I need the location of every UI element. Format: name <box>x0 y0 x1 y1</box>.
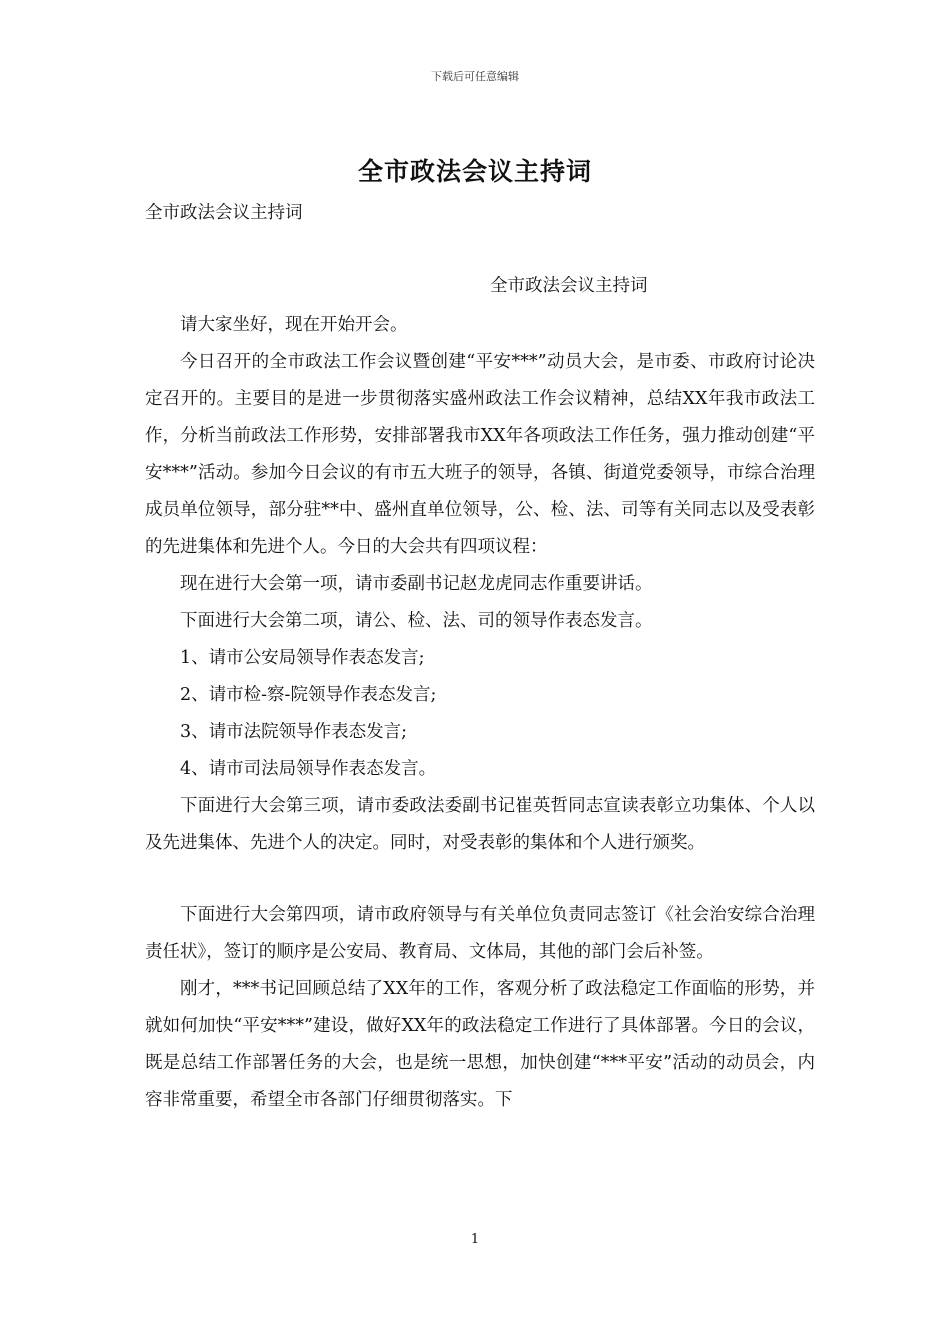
centered-subtitle: 全市政法会议主持词 <box>490 276 648 296</box>
paragraph-summary: 刚才，***书记回顾总结了XX年的工作，客观分析了政法稳定工作面临的形势，并就如何加快“平安***”建设，做好XX年的政法稳定工作进行了具体部署。今日的会议，既是总结工作部署任务的大会，也是统一思想，加快创建“***平安”活动的动员会，内容非常重要，希望全市各部门仔细贯彻落实。下 <box>145 979 815 1110</box>
list-item: 4、请市司法局领导作表态发言。 <box>180 759 437 779</box>
paragraph-agenda-2: 下面进行大会第二项，请公、检、法、司的领导作表态发言。 <box>180 611 653 631</box>
list-item: 2、请市检-察-院领导作表态发言; <box>180 685 437 705</box>
list-item: 1、请市公安局领导作表态发言; <box>180 648 425 668</box>
paragraph-intro: 今日召开的全市政法工作会议暨创建“平安***”动员大会，是市委、市政府讨论决定召开的。主要目的是进一步贯彻落实盛州政法工作会议精神，总结XX年我市政法工作，分析当前政法工作形势，安排部署我市XX年各项政法工作任务，强力推动创建“平安***”活动。参加今日会议的有市五大班子的领导，各镇、街道党委领导，市综合治理成员单位领导，部分驻**中、盛州直单位领导，公、检、法、司等有关同志以及受表彰的先进集体和先进个人。今日的大会共有四项议程： <box>145 352 815 557</box>
document-subtitle: 全市政法会议主持词 <box>145 203 303 223</box>
document-title: 全市政法会议主持词 <box>357 157 592 186</box>
page-number: 1 <box>470 1232 480 1247</box>
header-note: 下载后可任意编辑 <box>431 70 519 83</box>
paragraph-agenda-4: 下面进行大会第四项，请市政府领导与有关单位负责同志签订《社会治安综合治理责任状》，签订的顺序是公安局、教育局、文体局，其他的部门会后补签。 <box>145 905 815 962</box>
paragraph-agenda-1: 现在进行大会第一项，请市委副书记赵龙虎同志作重要讲话。 <box>180 574 653 594</box>
paragraph-agenda-3: 下面进行大会第三项，请市委政法委副书记崔英哲同志宣读表彰立功集体、个人以及先进集体、先进个人的决定。同时，对受表彰的集体和个人进行颁奖。 <box>145 796 815 853</box>
document-body <box>145 307 815 1119</box>
paragraph-opening: 请大家坐好，现在开始开会。 <box>180 315 408 335</box>
list-item: 3、请市法院领导作表态发言; <box>180 722 408 742</box>
